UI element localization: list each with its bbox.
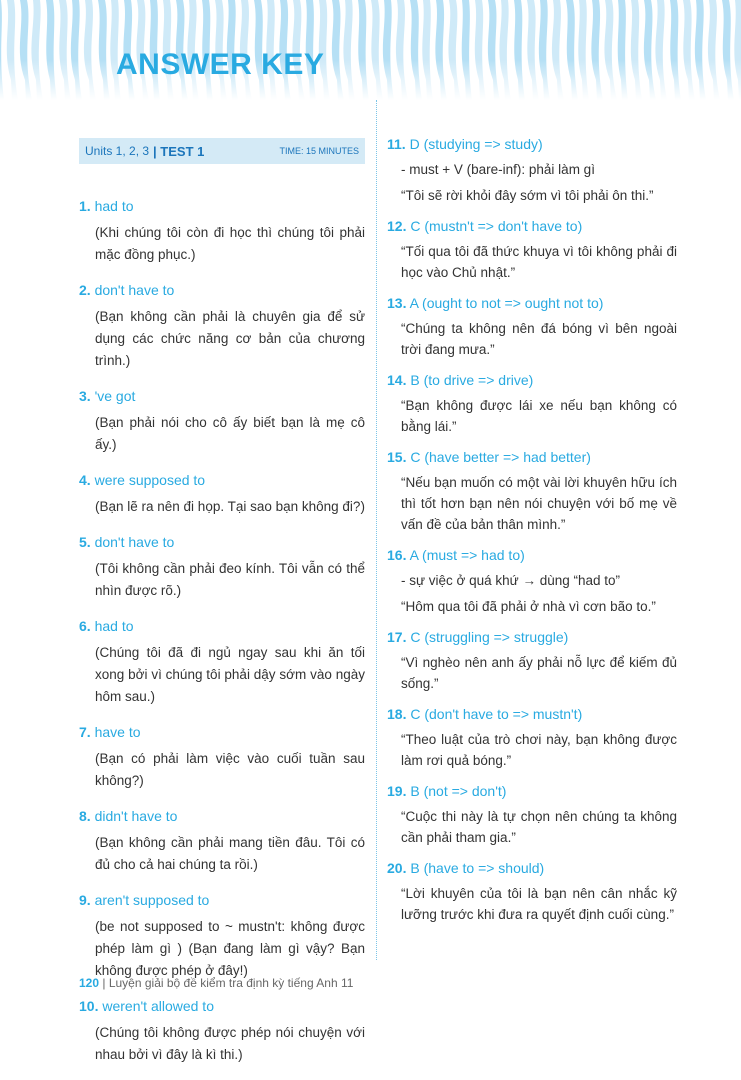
item-answer: had to (94, 198, 134, 214)
answer-item (79, 386, 365, 456)
item-number: 3. (79, 388, 91, 404)
item-answer: A (ought to not => ought not to) (409, 295, 604, 311)
item-explanation: (Tôi không cần phải đeo kính. Tôi vẫn có thể nhìn được rõ.) (95, 561, 365, 598)
item-answer: had to (94, 618, 134, 634)
item-explanation: “Vì nghèo nên anh ấy phải nỗ lực để kiếm đủ sống.” (401, 655, 677, 691)
item-number: 12. (387, 218, 407, 234)
zebra-stripe-header (0, 0, 741, 100)
answer-item (79, 280, 365, 372)
answer-item (387, 370, 677, 437)
answer-head (387, 216, 677, 236)
item-explanation: “Chúng ta không nên đá bóng vì bên ngoài trời đang mưa.” (401, 321, 677, 357)
item-answer: 've got (94, 388, 136, 404)
item-answer: B (not => don't) (410, 783, 507, 799)
answer-list-right (387, 134, 677, 925)
item-answer: weren't allowed to (102, 998, 214, 1014)
footer-separator: | (99, 976, 109, 990)
item-number: 20. (387, 860, 407, 876)
item-number: 7. (79, 724, 91, 740)
answer-head (79, 386, 365, 406)
item-number: 4. (79, 472, 91, 488)
item-number: 9. (79, 892, 91, 908)
item-explanation: “Tôi sẽ rời khỏi đây sớm vì tôi phải ôn thi.” (401, 188, 654, 203)
item-explanation: “Tối qua tôi đã thức khuya vì tôi không phải đi học vào Chủ nhật.” (401, 244, 677, 280)
test-label: | TEST 1 (153, 143, 205, 159)
item-answer: don't have to (94, 282, 175, 298)
answer-item (79, 722, 365, 792)
answer-head (79, 996, 365, 1016)
item-explanation: “Theo luật của trò chơi này, bạn không được làm rơi quả bóng.” (401, 732, 677, 768)
item-explanation: (Khi chúng tôi còn đi học thì chúng tôi phải mặc đồng phục.) (95, 225, 365, 262)
answer-item (387, 858, 677, 925)
answer-head (79, 890, 365, 910)
units-label: Units 1, 2, 3 (85, 144, 150, 158)
item-number: 14. (387, 372, 407, 388)
item-answer: C (struggling => struggle) (410, 629, 569, 645)
answer-head (387, 858, 677, 878)
item-answer: didn't have to (94, 808, 178, 824)
item-answer: C (have better => had better) (410, 449, 591, 465)
answer-head (79, 532, 365, 552)
item-explanation: (Bạn không cần phải mang tiền đâu. Tôi có đủ cho cả hai chúng ta rồi.) (95, 835, 365, 872)
answer-item (387, 545, 677, 617)
item-number: 13. (387, 295, 407, 311)
test-header-bar (79, 138, 365, 164)
answer-head (387, 370, 677, 390)
time-label: TIME: 15 MINUTES (279, 146, 359, 156)
answer-item (79, 996, 365, 1066)
answer-item (79, 470, 365, 518)
item-number: 19. (387, 783, 407, 799)
item-explanation: “Nếu bạn muốn có một vài lời khuyên hữu ích thì tốt hơn bạn nên nói chuyện với bố mẹ về vấn đề của bản thân mình.” (401, 475, 677, 532)
answer-list-left (79, 196, 365, 1066)
page-number: 120 (79, 976, 100, 990)
answer-head (79, 280, 365, 300)
answer-head (387, 293, 677, 313)
item-answer: have to (94, 724, 141, 740)
answer-head (79, 806, 365, 826)
item-explanation: (Chúng tôi đã đi ngủ ngay sau khi ăn tối xong bởi vì chúng tôi phải dậy sớm vào ngày hôm sau.) (95, 645, 365, 704)
item-number: 10. (79, 998, 99, 1014)
item-explanation: (Bạn lẽ ra nên đi họp. Tại sao bạn không đi?) (95, 499, 365, 514)
answer-head (387, 781, 677, 801)
item-number: 2. (79, 282, 91, 298)
item-number: 1. (79, 198, 91, 214)
answer-head (79, 722, 365, 742)
item-number: 5. (79, 534, 91, 550)
column-divider (376, 100, 377, 960)
answer-item (387, 627, 677, 694)
item-answer: B (to drive => drive) (410, 372, 534, 388)
right-column (387, 134, 677, 935)
answer-head (387, 447, 677, 467)
answer-item (387, 447, 677, 535)
answer-item (79, 196, 365, 266)
item-number: 11. (387, 136, 406, 152)
answer-item (387, 704, 677, 771)
item-explanation: (Bạn phải nói cho cô ấy biết bạn là mẹ cô ấy.) (95, 415, 365, 452)
book-title: Luyện giải bộ đề kiểm tra định kỳ tiếng Anh 11 (108, 976, 354, 990)
item-answer: don't have to (94, 534, 175, 550)
item-explanation: (be not supposed to ~ mustn't: không được phép làm gì ) (Bạn đang làm gì vậy? Bạn không được phép ở đây!) (95, 919, 365, 978)
answer-item (79, 806, 365, 876)
item-number: 16. (387, 547, 407, 563)
answer-item (79, 890, 365, 982)
answer-item (79, 616, 365, 708)
item-explanation: (Bạn không cần phải là chuyên gia để sử dụng các chức năng cơ bản của chương trình.) (95, 309, 365, 368)
item-answer: A (must => had to) (409, 547, 525, 563)
item-answer: aren't supposed to (94, 892, 210, 908)
answer-head (387, 627, 677, 647)
answer-item (387, 781, 677, 848)
item-number: 6. (79, 618, 91, 634)
answer-head (79, 470, 365, 490)
item-explanation: “Lời khuyên của tôi là bạn nên cân nhắc kỹ lưỡng trước khi đưa ra quyết định cuối cùng.” (401, 886, 677, 922)
page-footer (79, 976, 353, 990)
item-answer: B (have to => should) (410, 860, 545, 876)
answer-head (79, 616, 365, 636)
answer-head (387, 704, 677, 724)
answer-head (79, 196, 365, 216)
answer-item (387, 134, 677, 206)
answer-item (387, 293, 677, 360)
answer-item (387, 216, 677, 283)
item-explanation: (Bạn có phải làm việc vào cuối tuần sau không?) (95, 751, 365, 788)
item-explanation: - must + V (bare-inf): phải làm gì (401, 162, 595, 177)
item-answer: D (studying => study) (409, 136, 543, 152)
item-explanation: “Cuộc thi này là tự chọn nên chúng ta không cần phải tham gia.” (401, 809, 677, 845)
item-number: 18. (387, 706, 407, 722)
page-title: ANSWER KEY (116, 48, 325, 81)
item-number: 8. (79, 808, 91, 824)
item-number: 17. (387, 629, 407, 645)
item-answer: were supposed to (94, 472, 206, 488)
item-explanation: “Bạn không được lái xe nếu bạn không có bằng lái.” (401, 398, 677, 434)
item-explanation: (Chúng tôi không được phép nói chuyện với nhau bởi vì đây là kì thi.) (95, 1025, 365, 1062)
item-explanation: - sự việc ở quá khứ → dùng “had to” (401, 573, 621, 588)
answer-head (387, 134, 677, 154)
answer-head (387, 545, 677, 565)
item-answer: C (don't have to => mustn't) (410, 706, 583, 722)
item-answer: C (mustn't => don't have to) (410, 218, 583, 234)
item-explanation: “Hôm qua tôi đã phải ở nhà vì cơn bão to.” (401, 599, 656, 614)
item-number: 15. (387, 449, 407, 465)
answer-item (79, 532, 365, 602)
left-column (79, 138, 365, 1080)
